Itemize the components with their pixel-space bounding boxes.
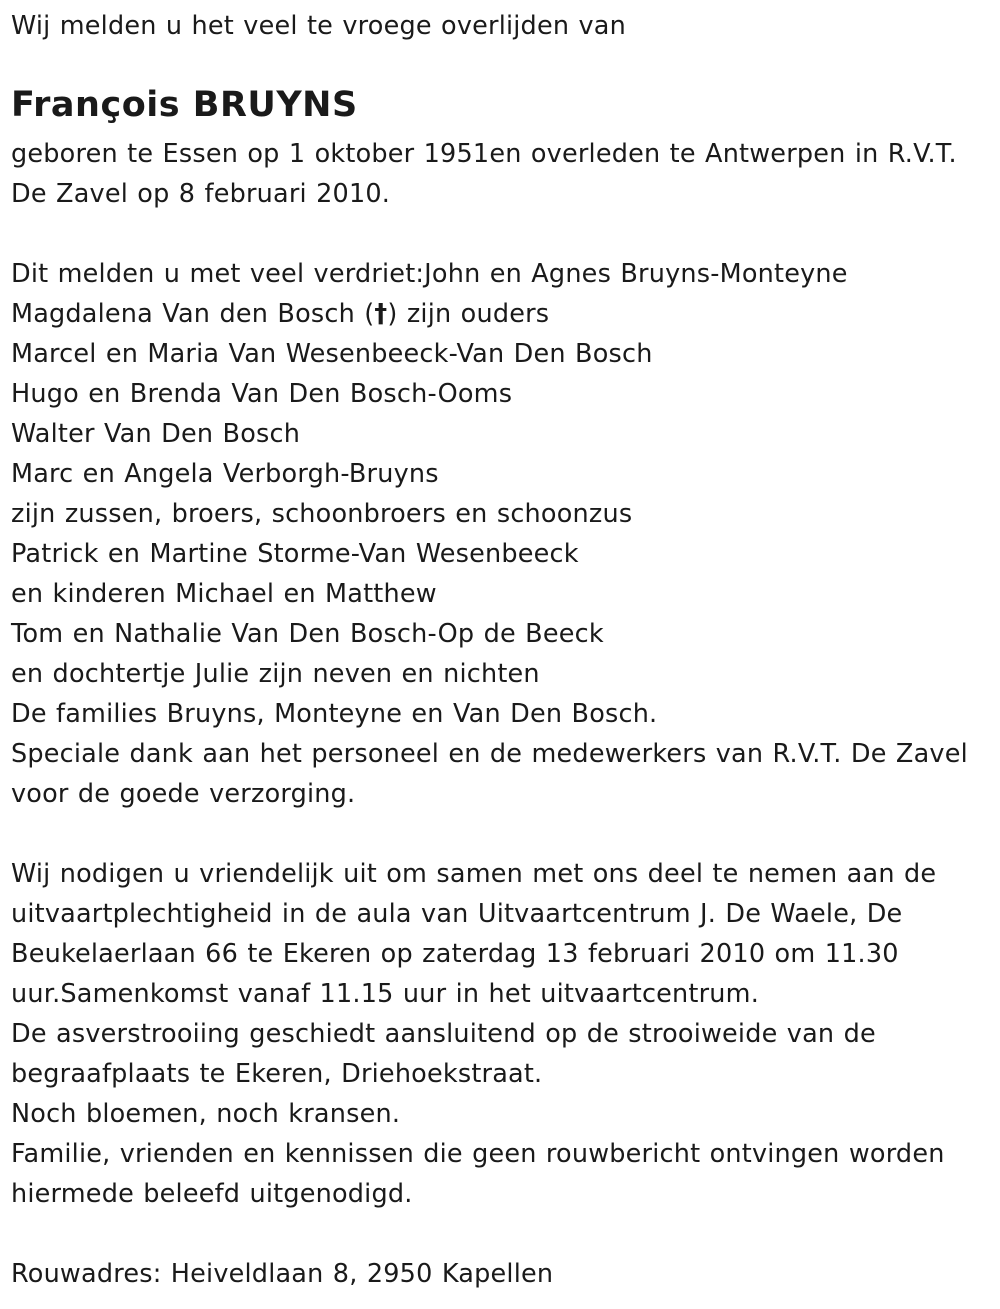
family-list bbox=[11, 254, 968, 814]
ceremony-line: uitvaartplechtigheid in de aula van Uitvaartcentrum J. De Waele, De bbox=[11, 899, 903, 929]
family-line: Speciale dank aan het personeel en de medewerkers van R.V.T. De Zavel bbox=[11, 739, 968, 769]
family-line: Walter Van Den Bosch bbox=[11, 419, 301, 449]
birth-death-details bbox=[11, 134, 957, 214]
family-line: en dochtertje Julie zijn neven en nichten bbox=[11, 659, 540, 689]
deceased-name: François BRUYNS bbox=[11, 85, 358, 125]
family-line: Marcel en Maria Van Wesenbeeck-Van Den Bosch bbox=[11, 339, 653, 369]
family-line: Dit melden u met veel verdriet:John en Agnes Bruyns-Monteyne bbox=[11, 259, 848, 289]
intro-text: Wij melden u het veel te vroege overlijden van bbox=[11, 11, 626, 41]
family-line: Marc en Angela Verborgh-Bruyns bbox=[11, 459, 439, 489]
birth-line-2: De Zavel op 8 februari 2010. bbox=[11, 179, 391, 209]
ceremony-details bbox=[11, 854, 945, 1214]
ceremony-line: begraafplaats te Ekeren, Driehoekstraat. bbox=[11, 1059, 543, 1089]
family-line: zijn zussen, broers, schoonbroers en schoonzus bbox=[11, 499, 633, 529]
family-line: De families Bruyns, Monteyne en Van Den Bosch. bbox=[11, 699, 658, 729]
parents-role-text: ) zijn ouders bbox=[387, 299, 550, 329]
birth-line-1: geboren te Essen op 1 oktober 1951en overleden te Antwerpen in R.V.T. bbox=[11, 139, 957, 169]
family-line: Patrick en Martine Storme-Van Wesenbeeck bbox=[11, 539, 579, 569]
family-line-parents bbox=[11, 294, 968, 334]
ceremony-line: Wij nodigen u vriendelijk uit om samen met ons deel te nemen aan de bbox=[11, 859, 937, 889]
ceremony-line: Familie, vrienden en kennissen die geen rouwbericht ontvingen worden bbox=[11, 1139, 945, 1169]
ceremony-line: De asverstrooiing geschiedt aansluitend op de strooiweide van de bbox=[11, 1019, 876, 1049]
mourning-address: Rouwadres: Heiveldlaan 8, 2950 Kapellen bbox=[11, 1259, 554, 1289]
ceremony-line: Noch bloemen, noch kransen. bbox=[11, 1099, 401, 1129]
family-line: voor de goede verzorging. bbox=[11, 779, 356, 809]
ceremony-line: hiermede beleefd uitgenodigd. bbox=[11, 1179, 413, 1209]
cross-icon: † bbox=[374, 299, 388, 329]
parents-name-text: Magdalena Van den Bosch ( bbox=[11, 299, 375, 329]
family-line: Hugo en Brenda Van Den Bosch-Ooms bbox=[11, 379, 513, 409]
ceremony-line: uur.Samenkomst vanaf 11.15 uur in het uitvaartcentrum. bbox=[11, 979, 760, 1009]
family-line: Tom en Nathalie Van Den Bosch-Op de Beeck bbox=[11, 619, 604, 649]
family-line: en kinderen Michael en Matthew bbox=[11, 579, 437, 609]
ceremony-line: Beukelaerlaan 66 te Ekeren op zaterdag 13 februari 2010 om 11.30 bbox=[11, 939, 899, 969]
